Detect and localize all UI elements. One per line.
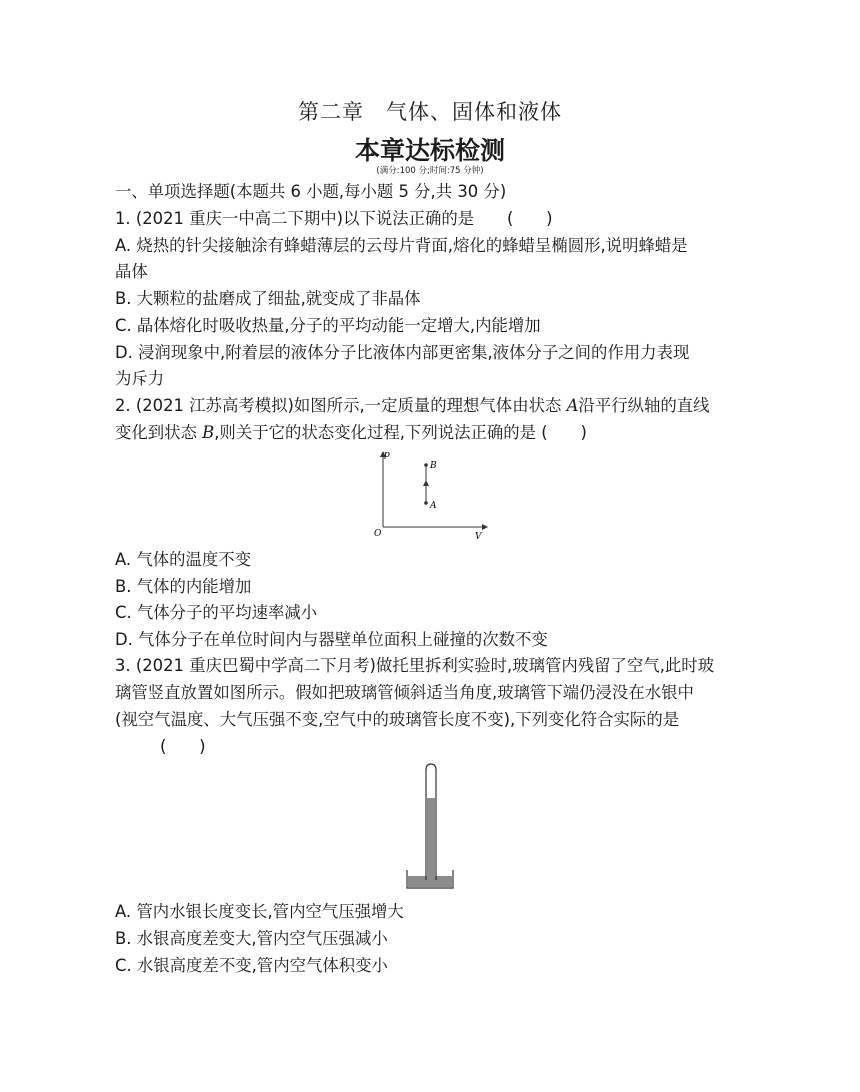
- question-3-stem-line2: 璃管竖直放置如图所示。假如把玻璃管倾斜适当角度,玻璃管下端仍浸没在水银中: [115, 683, 694, 702]
- origin-label: O: [374, 529, 382, 539]
- question-2-option-d: D. 气体分子在单位时间内与器壁单位面积上碰撞的次数不变: [115, 630, 548, 649]
- point-b-label: B: [430, 461, 437, 471]
- state-b-symbol: B: [202, 423, 215, 442]
- direction-arrow-icon: [423, 480, 429, 486]
- question-3-option-c: C. 水银高度差不变,管内空气体积变小: [115, 956, 388, 975]
- question-3-stem-line1: 3. (2021 重庆巴蜀中学高二下月考)做托里拆利实验时,玻璃管内残留了空气,此时玻: [115, 656, 715, 675]
- point-a-label: A: [430, 501, 437, 511]
- p-axis-label: p: [384, 450, 390, 460]
- question-1-option-a-cont: 晶体: [115, 262, 148, 281]
- stem-text: 变化到状态: [115, 423, 203, 442]
- question-1-option-a: A. 烧热的针尖接触涂有蜂蜡薄层的云母片背面,熔化的蜂蜡呈椭圆形,说明蜂蜡是: [115, 236, 688, 255]
- question-2-stem-line2: [115, 422, 587, 444]
- question-2-option-a: A. 气体的温度不变: [115, 550, 252, 569]
- question-3-answer-bracket: ( ): [160, 737, 206, 756]
- question-1-stem: 1. (2021 重庆一中高二下期中)以下说法正确的是 ( ): [115, 209, 553, 228]
- question-1-option-d-cont: 为斥力: [115, 369, 165, 388]
- section-heading: 一、单项选择题(本题共 6 小题,每小题 5 分,共 30 分): [115, 182, 507, 201]
- question-2-stem-line1: [115, 395, 710, 417]
- chapter-heading: 第二章 气体、固体和液体: [298, 100, 562, 124]
- question-1-option-c: C. 晶体熔化时吸收热量,分子的平均动能一定增大,内能增加: [115, 316, 541, 335]
- v-axis-label: V: [475, 532, 482, 542]
- question-3-stem-line3: (视空气温度、大气压强不变,空气中的玻璃管长度不变),下列变化符合实际的是: [115, 710, 680, 729]
- stem-text: ,则关于它的状态变化过程,下列说法正确的是 ( ): [214, 423, 587, 442]
- page-title: 本章达标检测: [354, 136, 505, 165]
- torricelli-tube-diagram: [402, 760, 458, 894]
- point-b: [424, 463, 428, 467]
- question-2-option-c: C. 气体分子的平均速率减小: [115, 603, 318, 622]
- mercury-column: [427, 798, 435, 880]
- pv-diagram: [365, 446, 495, 542]
- point-a: [424, 501, 428, 505]
- exam-info: (满分:100 分;时间:75 分钟): [376, 166, 484, 176]
- question-3-option-a: A. 管内水银长度变长,管内空气压强增大: [115, 902, 404, 921]
- state-a-symbol: A: [566, 396, 579, 415]
- question-2-option-b: B. 气体的内能增加: [115, 577, 252, 596]
- question-3-option-b: B. 水银高度差变大,管内空气压强减小: [115, 929, 388, 948]
- stem-text: 沿平行纵轴的直线: [578, 396, 710, 415]
- question-1-option-b: B. 大颗粒的盐磨成了细盐,就变成了非晶体: [115, 289, 421, 308]
- question-1-option-d: D. 浸润现象中,附着层的液体分子比液体内部更密集,液体分子之间的作用力表现: [115, 343, 690, 362]
- stem-text: 2. (2021 江苏高考模拟)如图所示,一定质量的理想气体由状态: [115, 396, 567, 415]
